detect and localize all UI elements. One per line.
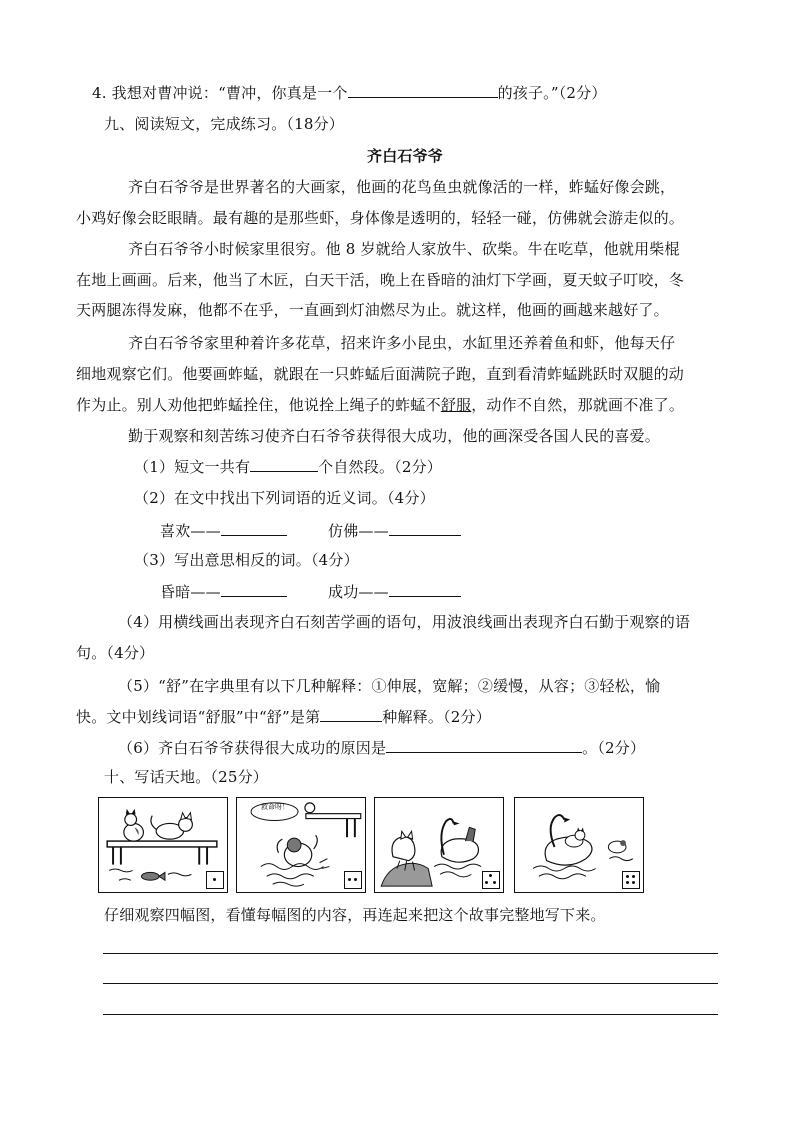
question-3-blank-a[interactable] xyxy=(221,581,287,597)
question-1-blank[interactable] xyxy=(250,456,318,472)
question-6-post: 。（2分） xyxy=(582,739,646,757)
passage-line-4: 在地上画画。后来，他当了木匠，白天干活，晚上在昏暗的油灯下学画，夏天蚊子叮咬，冬 xyxy=(76,271,685,289)
q4-text-pre: 4. 我想对曹冲说：“曹冲，你真是一个 xyxy=(92,84,348,102)
question-5-post: 种解释。（2分） xyxy=(382,708,491,726)
question-3: （3）写出意思相反的词。（4分） xyxy=(134,551,359,569)
question-1-post: 个自然段。（2分） xyxy=(318,458,443,476)
passage-line-8-pre: 作为止。别人劝他把蚱蜢拴住，他说拴上绳子的蚱蜢不 xyxy=(76,396,441,414)
question-2-word-b: 仿佛—— xyxy=(328,522,389,540)
question-3-item-b xyxy=(328,581,461,602)
story-picture-1 xyxy=(98,797,228,893)
q4-line xyxy=(92,82,607,103)
section9-heading: 九、阅读短文，完成练习。（18分） xyxy=(104,115,344,133)
q4-text-post: 的孩子。”（2分） xyxy=(497,84,607,102)
passage-line-2: 小鸡好像会眨眼睛。最有趣的是那些虾，身体像是透明的，轻轻一碰，仿佛就会游走似的。 xyxy=(76,209,685,227)
question-2-blank-a[interactable] xyxy=(221,520,287,536)
question-3-word-a: 昏暗—— xyxy=(160,583,221,601)
passage-line-8-post: ，动作不自然，那就画不准了。 xyxy=(471,396,685,414)
q4-answer-blank[interactable] xyxy=(348,82,498,98)
question-5-line-2 xyxy=(76,706,491,727)
section10-heading: 十、写话天地。（25分） xyxy=(104,768,268,786)
question-2-item-a xyxy=(160,520,287,541)
question-2: （2）在文中找出下列词语的近义词。（4分） xyxy=(134,489,435,507)
story-picture-4 xyxy=(514,797,644,893)
speech-bubble-text: 救命呀！ xyxy=(261,803,289,811)
underlined-word-shufu: 舒服 xyxy=(440,396,472,414)
question-3-item-a xyxy=(160,581,287,602)
dice-face-4 xyxy=(622,871,640,889)
question-6-pre: （6）齐白石爷爷获得很大成功的原因是 xyxy=(118,739,387,757)
writing-instruction: 仔细观察四幅图，看懂每幅图的内容，再连起来把这个故事完整地写下来。 xyxy=(104,906,606,924)
question-5-blank[interactable] xyxy=(320,706,382,722)
question-6 xyxy=(118,737,645,758)
question-1 xyxy=(134,456,442,477)
story-picture-2 xyxy=(236,797,366,893)
passage-line-6: 齐白石爷爷家里种着许多花草，招来许多小昆虫，水缸里还养着鱼和虾，他每天仔 xyxy=(128,334,676,352)
question-2-item-b xyxy=(328,520,461,541)
passage-title: 齐白石爷爷 xyxy=(367,147,444,165)
question-4-line-1: （4）用横线画出表现齐白石刻苦学画的语句，用波浪线画出表现齐白石勤于观察的语 xyxy=(118,613,691,631)
question-2-word-a: 喜欢—— xyxy=(160,522,221,540)
story-picture-3 xyxy=(374,797,504,893)
passage-line-1: 齐白石爷爷是世界著名的大画家，他画的花鸟鱼虫就像活的一样，蚱蜢好像会跳， xyxy=(128,178,676,196)
dice-face-2 xyxy=(344,871,362,889)
writing-line-3[interactable] xyxy=(103,1014,718,1015)
dice-face-1 xyxy=(206,871,224,889)
passage-line-8 xyxy=(76,395,684,415)
passage-line-5: 天两腿冻得发麻，他都不在乎，一直画到灯油燃尽为止。就这样，他画的画越来越好了。 xyxy=(76,301,669,319)
question-5-line-1: （5）“舒”在字典里有以下几种解释：①伸展，宽解；②缓慢，从容；③轻松，愉 xyxy=(118,677,661,695)
question-4-line-2: 句。（4分） xyxy=(76,644,155,662)
question-3-word-b: 成功—— xyxy=(328,583,389,601)
question-1-pre: （1）短文一共有 xyxy=(134,458,251,476)
passage-line-9: 勤于观察和刻苦练习使齐白石爷爷获得很大成功，他的画深受各国人民的喜爱。 xyxy=(128,427,661,445)
question-5-pre: 快。文中划线词语“舒服”中“舒”是第 xyxy=(76,708,321,726)
writing-line-1[interactable] xyxy=(103,953,718,954)
question-2-blank-b[interactable] xyxy=(389,520,461,536)
question-3-blank-b[interactable] xyxy=(389,581,461,597)
passage-line-3: 齐白石爷爷小时候家里很穷。他 8 岁就给人家放牛、砍柴。牛在吃草，他就用柴棍 xyxy=(128,240,680,258)
question-6-blank[interactable] xyxy=(386,737,582,753)
passage-line-7: 细地观察它们。他要画蚱蜢，就跟在一只蚱蜢后面满院子跑，直到看清蚱蜢跳跃时双腿的动 xyxy=(76,365,685,383)
dice-face-3 xyxy=(482,871,500,889)
writing-line-2[interactable] xyxy=(103,983,718,984)
